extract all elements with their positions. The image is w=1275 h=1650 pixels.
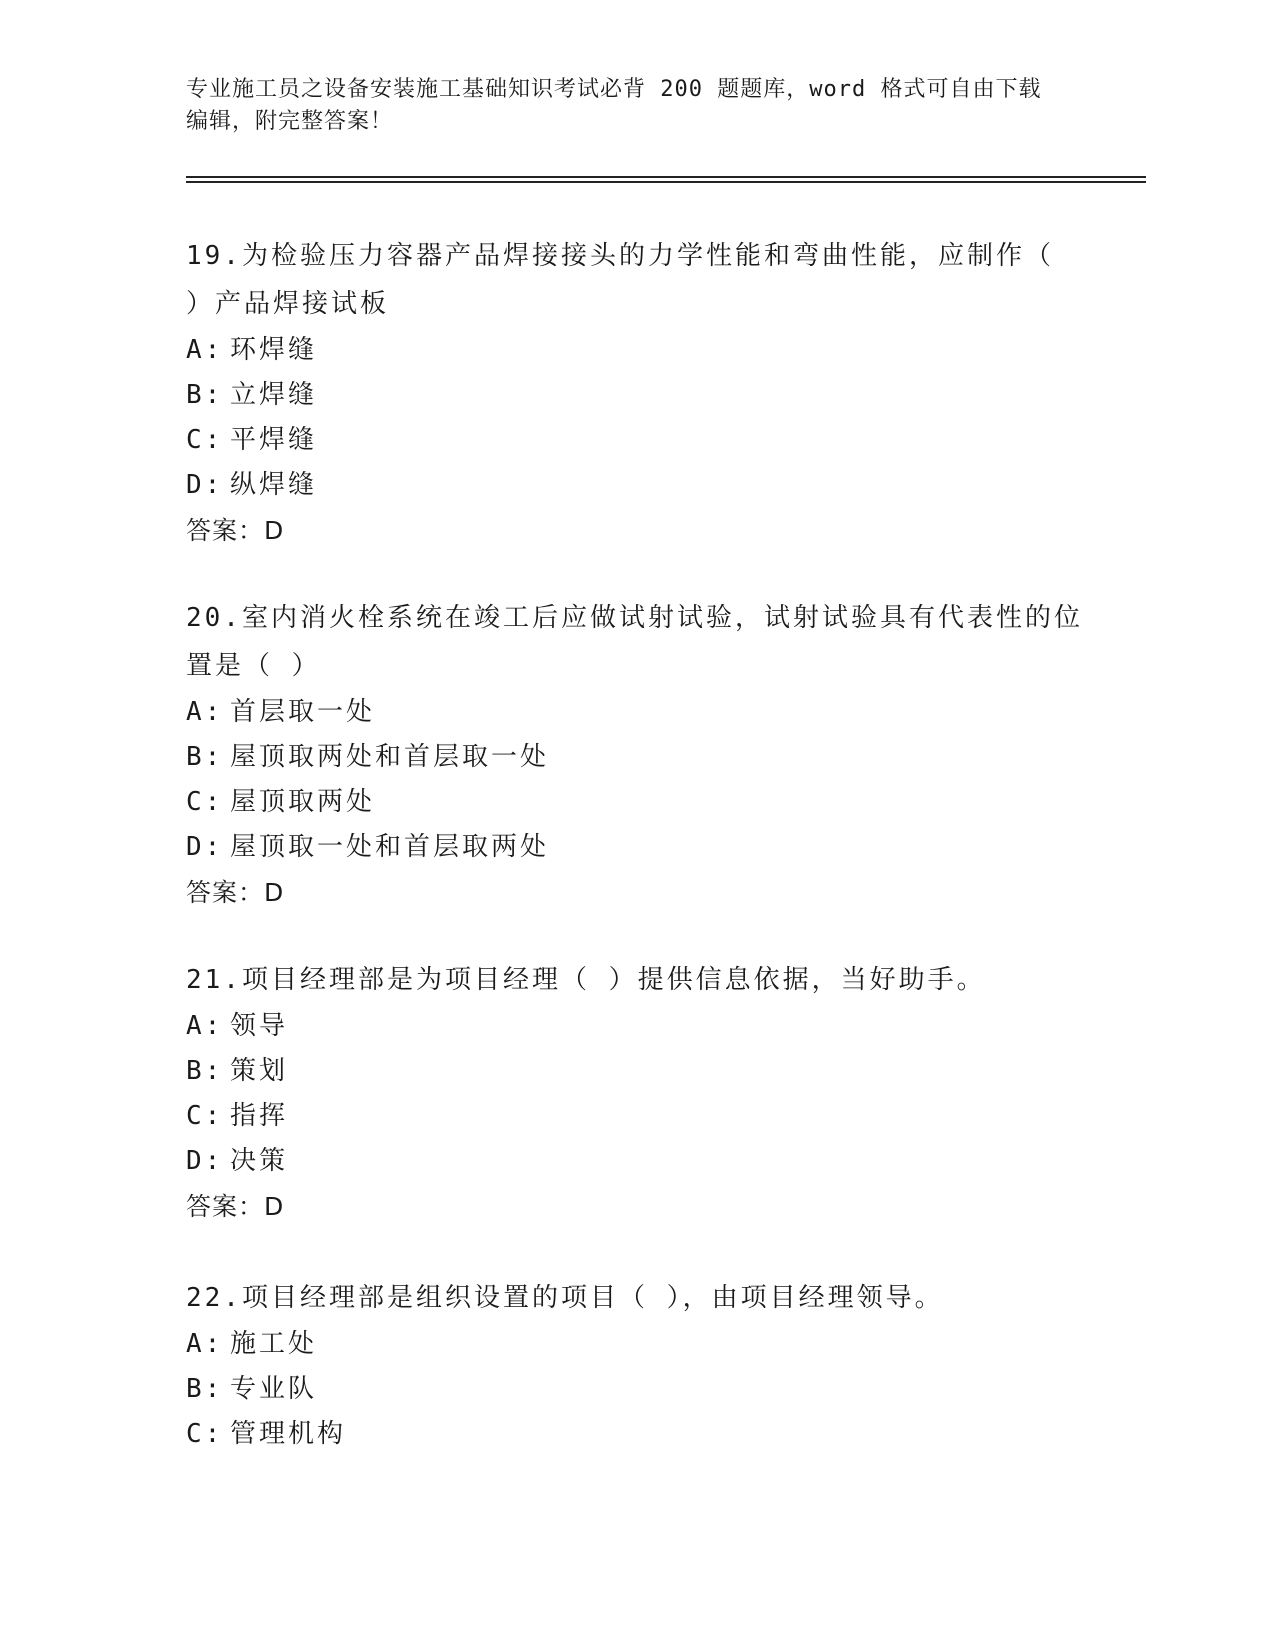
option-a (186, 328, 1086, 373)
answer-line: 答案：D (186, 878, 285, 907)
option-letter: A: (186, 1329, 224, 1359)
option-letter: B: (186, 742, 224, 772)
question-stem: 19.为检验压力容器产品焊接接头的力学性能和弯曲性能，应制作（ (186, 241, 1054, 271)
option-letter: B: (186, 1056, 224, 1086)
question-stem: ）产品焊接试板 (186, 289, 390, 319)
option-letter: C: (186, 425, 224, 455)
option-a (186, 690, 1086, 735)
question-21 (186, 956, 1086, 1229)
option-letter: B: (186, 380, 224, 410)
answer-line: 答案：D (186, 1192, 285, 1221)
option-text: 平焊缝 (230, 425, 318, 455)
option-c (186, 780, 1086, 825)
option-text: 立焊缝 (230, 380, 318, 410)
option-letter: C: (186, 787, 224, 817)
option-text: 专业队 (230, 1374, 318, 1404)
option-text: 决策 (230, 1146, 289, 1176)
option-d (186, 1139, 1086, 1184)
option-letter: A: (186, 697, 224, 727)
option-a (186, 1004, 1086, 1049)
option-a (186, 1322, 1086, 1367)
option-b (186, 735, 1086, 780)
option-b (186, 1367, 1086, 1412)
option-text: 领导 (230, 1011, 289, 1041)
option-letter: A: (186, 1011, 224, 1041)
question-22 (186, 1274, 1086, 1457)
header-line: 专业施工员之设备安装施工基础知识考试必背 200 题题库，word 格式可自由下载 (186, 77, 1042, 102)
header-divider-bottom (186, 181, 1146, 183)
option-text: 屋顶取两处 (230, 787, 376, 817)
header-divider-top (186, 176, 1146, 178)
question-20 (186, 594, 1086, 915)
header-line: 编辑，附完整答案！ (186, 109, 394, 134)
option-text: 指挥 (230, 1101, 289, 1131)
option-b (186, 373, 1086, 418)
option-letter: B: (186, 1374, 224, 1404)
option-b (186, 1049, 1086, 1094)
option-text: 环焊缝 (230, 335, 318, 365)
option-d (186, 463, 1086, 508)
option-letter: C: (186, 1101, 224, 1131)
question-stem: 置是（ ） (186, 651, 321, 681)
question-19 (186, 232, 1086, 553)
question-stem: 20.室内消火栓系统在竣工后应做试射试验，试射试验具有代表性的位 (186, 603, 1083, 633)
option-c (186, 418, 1086, 463)
option-c (186, 1412, 1086, 1457)
answer-line: 答案：D (186, 516, 285, 545)
document-header (186, 74, 1066, 138)
option-text: 屋顶取一处和首层取两处 (230, 832, 550, 862)
option-letter: D: (186, 1146, 224, 1176)
option-c (186, 1094, 1086, 1139)
option-text: 策划 (230, 1056, 289, 1086)
option-text: 首层取一处 (230, 697, 376, 727)
option-text: 屋顶取两处和首层取一处 (230, 742, 550, 772)
question-stem: 21.项目经理部是为项目经理（ ）提供信息依据，当好助手。 (186, 965, 986, 995)
option-text: 管理机构 (230, 1419, 347, 1449)
option-letter: D: (186, 470, 224, 500)
option-text: 纵焊缝 (230, 470, 318, 500)
option-text: 施工处 (230, 1329, 318, 1359)
option-letter: D: (186, 832, 224, 862)
option-d (186, 825, 1086, 870)
question-stem: 22.项目经理部是组织设置的项目（ ），由项目经理领导。 (186, 1283, 944, 1313)
option-letter: C: (186, 1419, 224, 1449)
option-letter: A: (186, 335, 224, 365)
